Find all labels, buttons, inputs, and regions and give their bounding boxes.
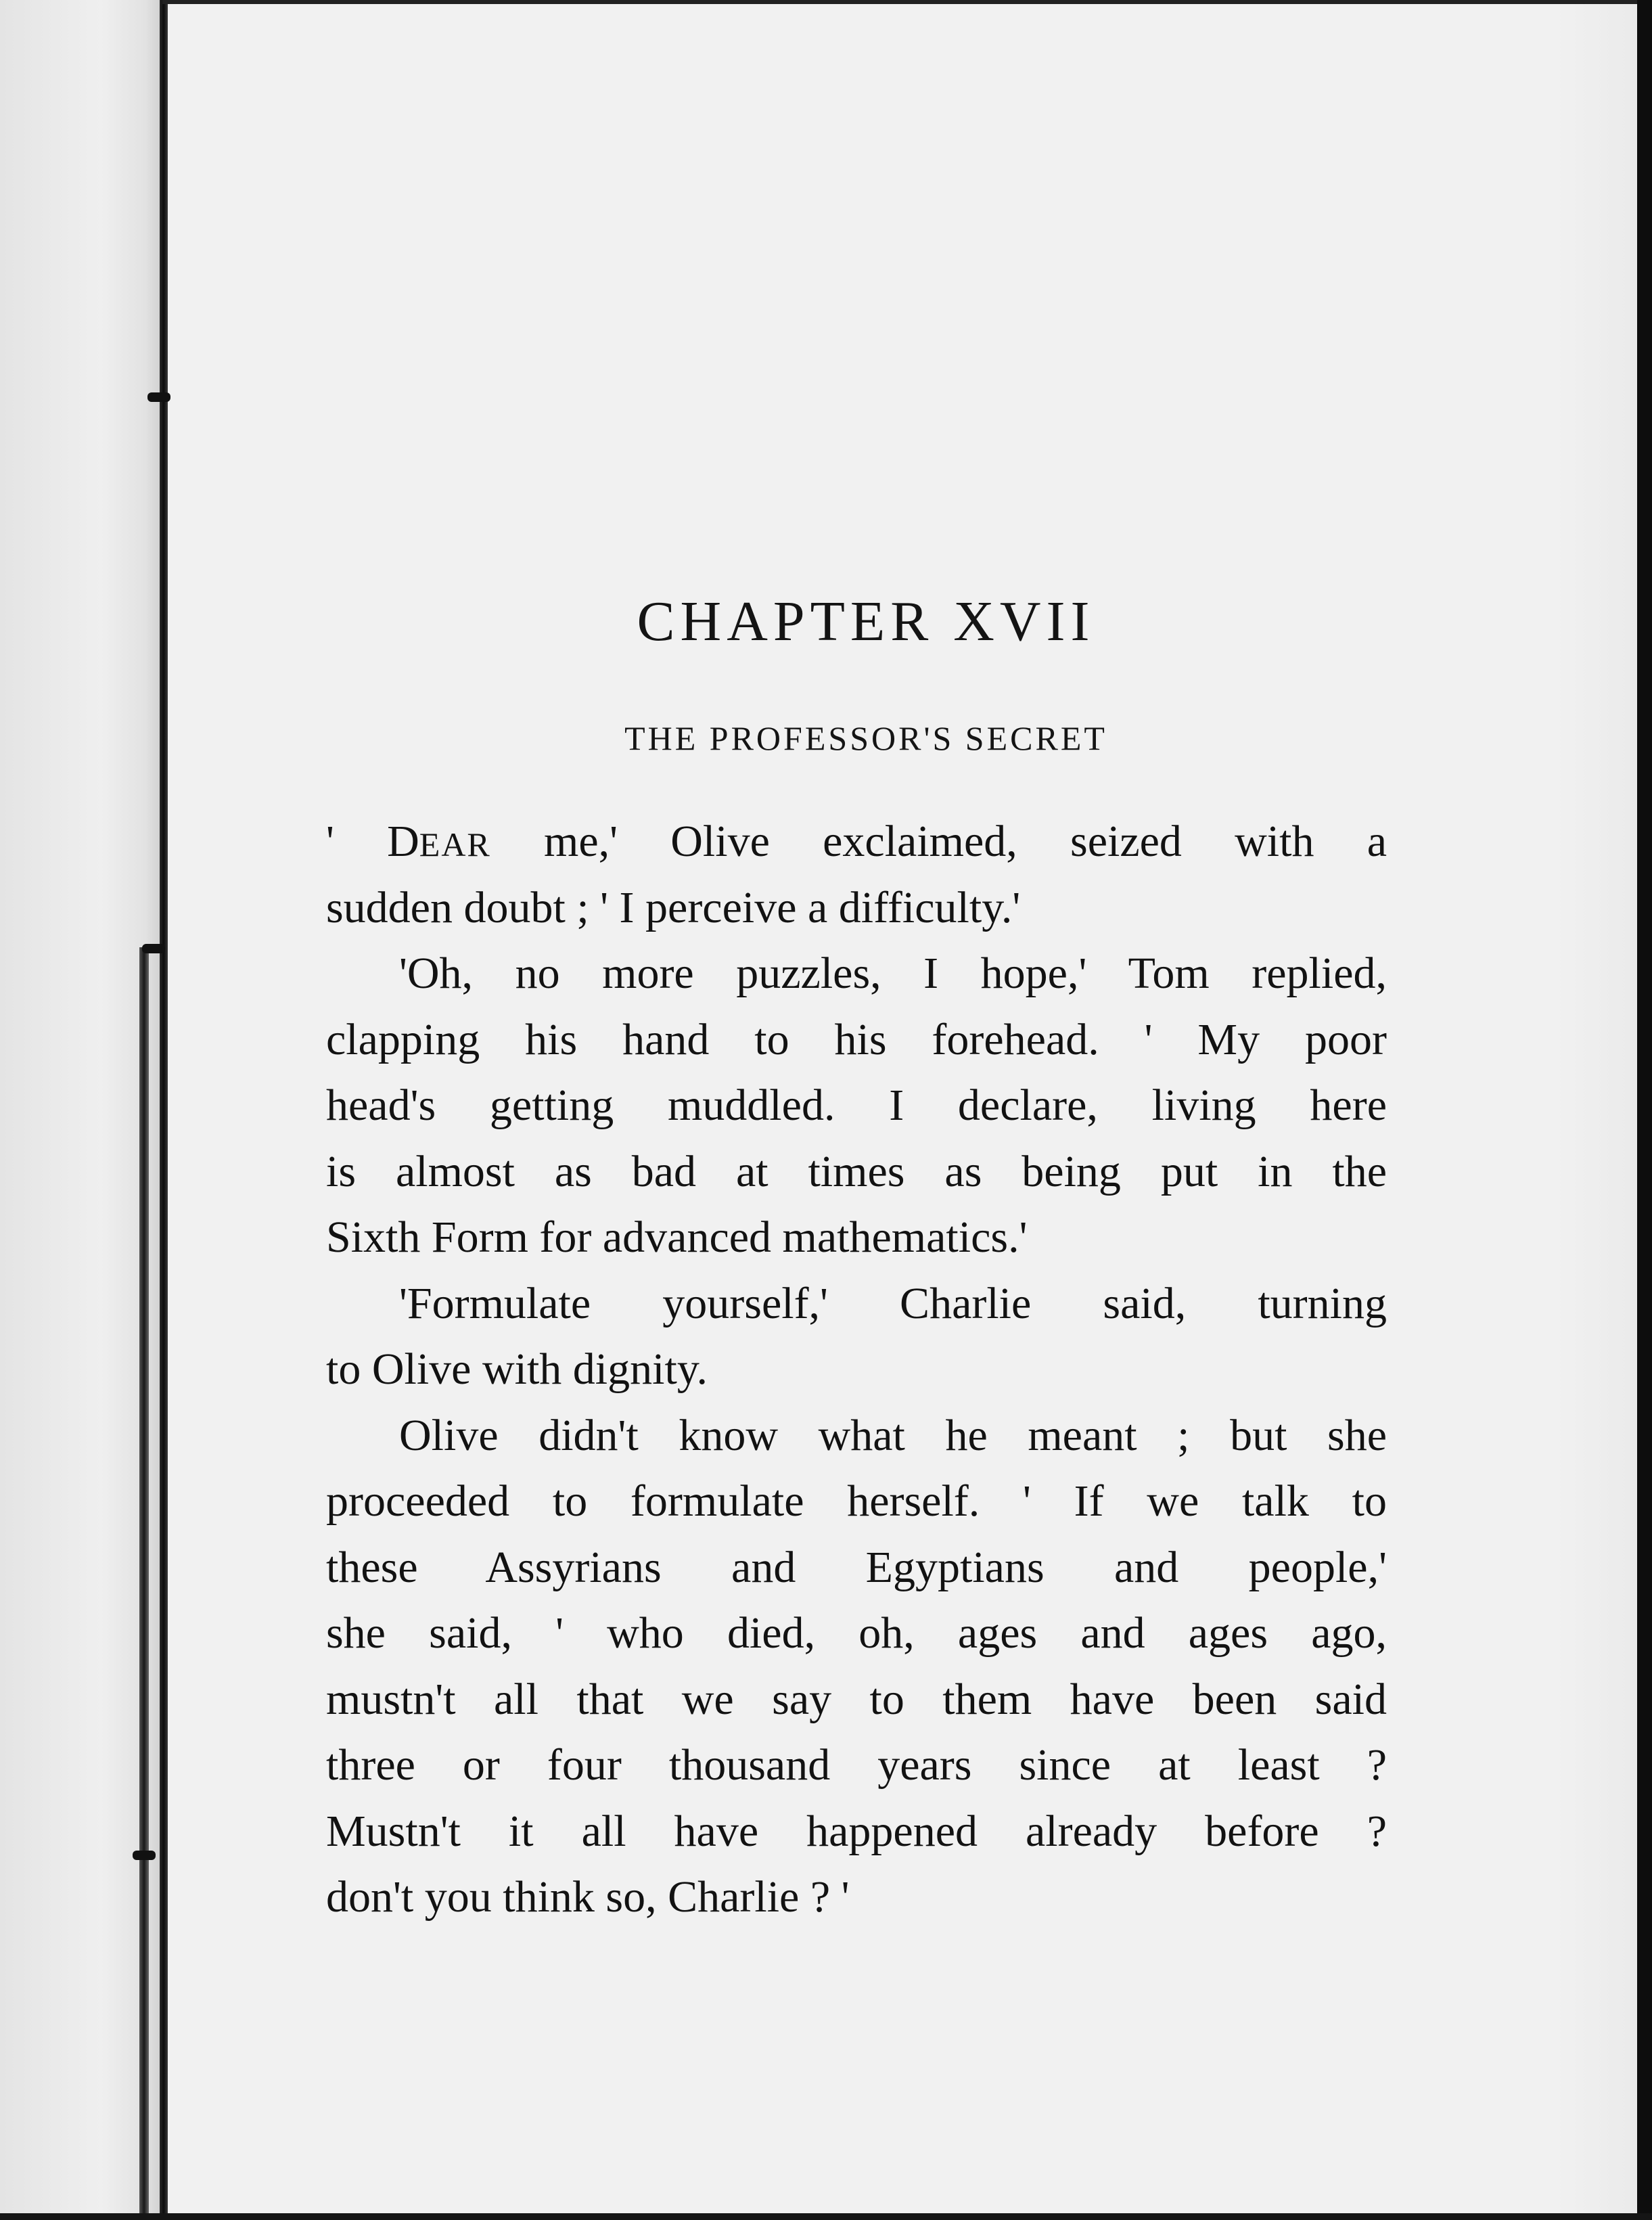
text-line: sudden doubt ; ' I perceive a difficulty.' (326, 882, 1021, 932)
small-caps-word: EAR (419, 825, 491, 863)
page-bottom-edge (0, 2213, 1652, 2220)
text-line: is almost as bad at times as being put in the (326, 1146, 1387, 1196)
left-gutter (0, 0, 162, 2220)
opening-quote-initial: ' D (326, 817, 419, 866)
chapter-title: THE PROFESSOR'S SECRET (624, 719, 1107, 757)
binding-stitch (133, 1851, 156, 1860)
binding-edge (160, 0, 168, 2220)
text-line: Mustn't it all have happened already before ? (326, 1806, 1387, 1856)
text-line: 'Formulate yourself,' Charlie said, turning (399, 1278, 1387, 1328)
text-line: head's getting muddled. I declare, living here (326, 1081, 1387, 1130)
text-line: these Assyrians and Egyptians and people,' (326, 1542, 1387, 1592)
text-line: don't you think so, Charlie ? ' (326, 1872, 850, 1922)
text-line: she said, ' who died, oh, ages and ages ago, (326, 1608, 1387, 1658)
binding-stitch (142, 944, 165, 953)
text-line: clapping his hand to his forehead. ' My poor (326, 1014, 1387, 1064)
binding-stitch (147, 392, 170, 402)
text-line-rest: me,' Olive exclaimed, seized with a (490, 817, 1387, 866)
text-line: three or four thousand years since at least ? (326, 1740, 1387, 1790)
body-text (326, 809, 1387, 1930)
text-line: proceeded to formulate herself. ' If we talk to (326, 1476, 1387, 1526)
text-line: to Olive with dignity. (326, 1344, 708, 1394)
chapter-heading: CHAPTER XVII (637, 590, 1095, 653)
binding-edge-lower (139, 947, 149, 2220)
page-top-edge (162, 0, 1652, 4)
text-line: Sixth Form for advanced mathematics.' (326, 1213, 1028, 1262)
text-line: 'Oh, no more puzzles, I hope,' Tom replied, (399, 949, 1387, 998)
text-line: mustn't all that we say to them have been said (326, 1674, 1387, 1724)
page-right-edge (1637, 0, 1652, 2220)
text-line: Olive didn't know what he meant ; but she (399, 1410, 1387, 1460)
text-line (326, 809, 1387, 875)
